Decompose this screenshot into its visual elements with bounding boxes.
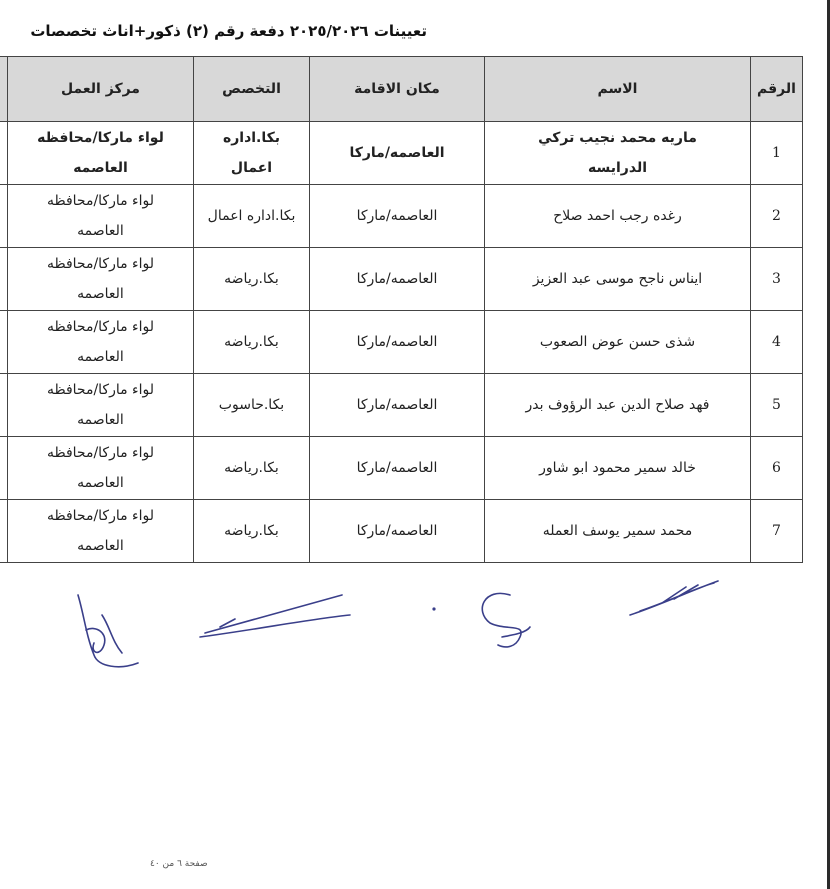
row-workplace-line1: لواء ماركا/محافظه <box>46 445 155 461</box>
row-workplace-line1: لواء ماركا/محافظه <box>37 130 164 146</box>
row-extra <box>0 122 8 185</box>
row-workplace-line2: العاصمه <box>77 475 124 491</box>
row-name-line2: الدرايسه <box>588 160 647 176</box>
row-residence: العاصمه/ماركا <box>310 500 485 563</box>
row-workplace-line1: لواء ماركا/محافظه <box>46 193 155 209</box>
header-specialty: التخصص <box>194 57 310 122</box>
row-specialty: بكا.اداره اعمال <box>194 185 310 248</box>
signatures <box>50 575 750 685</box>
table-row <box>0 311 803 374</box>
signature-dot <box>432 607 435 610</box>
row-specialty: بكا.رياضه <box>194 437 310 500</box>
row-extra <box>0 311 8 374</box>
row-specialty <box>194 122 310 185</box>
row-workplace-line2: العاصمه <box>77 223 124 239</box>
row-workplace <box>8 500 194 563</box>
table-row <box>0 185 803 248</box>
row-workplace-line2: العاصمه <box>77 286 124 302</box>
row-workplace <box>8 311 194 374</box>
row-num: 4 <box>751 311 803 374</box>
row-residence: العاصمه/ماركا <box>310 311 485 374</box>
header-workplace: مركز العمل <box>8 57 194 122</box>
appointments-table <box>0 56 803 563</box>
row-num: 5 <box>751 374 803 437</box>
row-workplace <box>8 374 194 437</box>
row-name: محمد سمير يوسف العمله <box>485 500 751 563</box>
row-name: شذى حسن عوض الصعوب <box>485 311 751 374</box>
header-extra <box>0 57 8 122</box>
row-name: ايناس ناجح موسى عبد العزيز <box>485 248 751 311</box>
row-workplace <box>8 185 194 248</box>
row-workplace-line2: العاصمه <box>77 538 124 554</box>
signature-2 <box>200 595 350 637</box>
row-workplace <box>8 122 194 185</box>
row-workplace-line1: لواء ماركا/محافظه <box>46 508 155 524</box>
signature-1 <box>78 595 138 667</box>
row-num: 1 <box>751 122 803 185</box>
page-footer: صفحة ٦ من ٤٠ <box>150 859 208 869</box>
page-title: تعيينات ٢٠٢٥/٢٠٢٦ دفعة رقم (٢) ذكور+اناث تخصصات <box>30 22 427 40</box>
row-num: 2 <box>751 185 803 248</box>
row-residence: العاصمه/ماركا <box>310 437 485 500</box>
row-name <box>485 122 751 185</box>
row-workplace <box>8 437 194 500</box>
row-num: 3 <box>751 248 803 311</box>
row-residence: العاصمه/ماركا <box>310 248 485 311</box>
row-specialty: بكا.رياضه <box>194 500 310 563</box>
table-row <box>0 500 803 563</box>
table-row <box>0 374 803 437</box>
row-residence: العاصمه/ماركا <box>310 185 485 248</box>
row-extra <box>0 500 8 563</box>
row-workplace-line1: لواء ماركا/محافظه <box>46 382 155 398</box>
row-extra <box>0 374 8 437</box>
row-name: رغده رجب احمد صلاح <box>485 185 751 248</box>
row-extra <box>0 437 8 500</box>
row-workplace-line2: العاصمه <box>73 160 128 176</box>
header-num: الرقم <box>751 57 803 122</box>
row-workplace-line2: العاصمه <box>77 349 124 365</box>
row-name: خالد سمير محمود ابو شاور <box>485 437 751 500</box>
table-row <box>0 437 803 500</box>
table-row <box>0 248 803 311</box>
row-name: فهد صلاح الدين عبد الرؤوف بدر <box>485 374 751 437</box>
row-residence: العاصمه/ماركا <box>310 374 485 437</box>
row-residence: العاصمه/ماركا <box>310 122 485 185</box>
header-residence: مكان الاقامة <box>310 57 485 122</box>
header-name: الاسم <box>485 57 751 122</box>
row-workplace <box>8 248 194 311</box>
row-name-line1: ماريه محمد نجيب تركي <box>538 130 697 146</box>
row-workplace-line1: لواء ماركا/محافظه <box>46 256 155 272</box>
row-specialty: بكا.حاسوب <box>194 374 310 437</box>
row-specialty: بكا.رياضه <box>194 248 310 311</box>
row-extra <box>0 185 8 248</box>
row-specialty-line2: اعمال <box>230 160 273 176</box>
signature-4 <box>630 581 718 615</box>
row-specialty-line1: بكا.اداره <box>222 130 281 146</box>
row-num: 7 <box>751 500 803 563</box>
signature-3 <box>482 593 530 647</box>
row-specialty: بكا.رياضه <box>194 311 310 374</box>
row-extra <box>0 248 8 311</box>
table-row <box>0 122 803 185</box>
row-workplace-line1: لواء ماركا/محافظه <box>46 319 155 335</box>
table-header-row <box>0 57 803 122</box>
row-workplace-line2: العاصمه <box>77 412 124 428</box>
row-num: 6 <box>751 437 803 500</box>
